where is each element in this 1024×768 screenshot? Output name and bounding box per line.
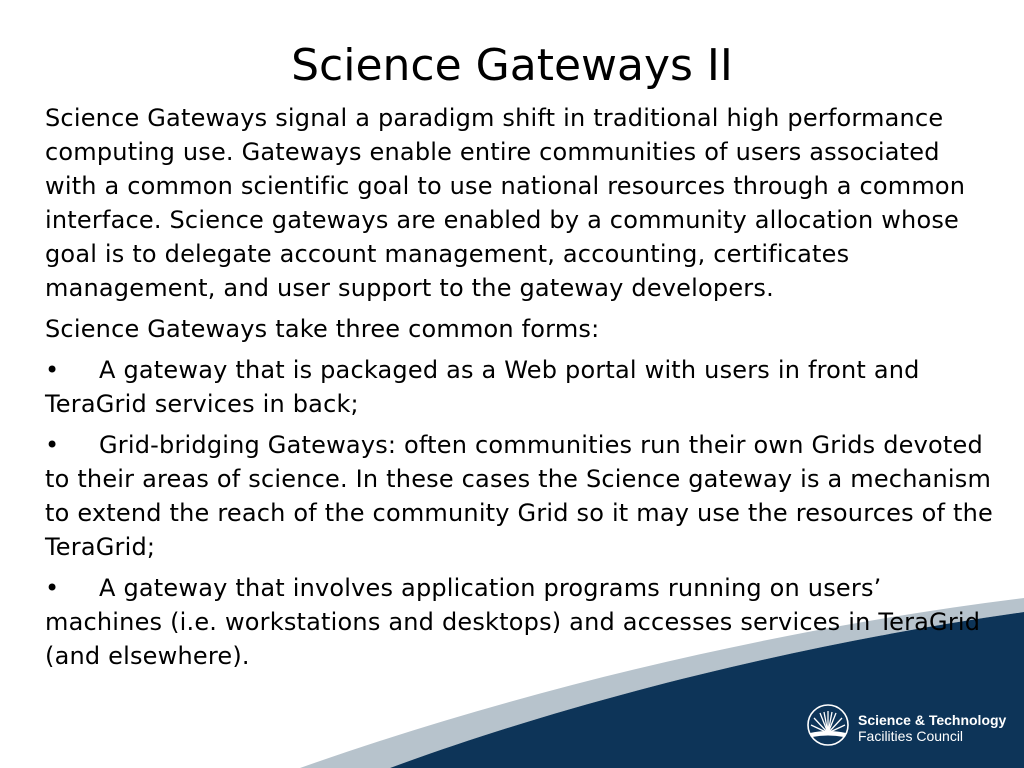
intro-paragraph: Science Gateways signal a paradigm shift in traditional high performance computing use. Gateways enable entire communities of users associated with a common scientific goal to use national resources through a common interface. Science gateways are enabled by a community allocation whose goal is to delegate account management, accounting, certificates management, and user support to the gateway developers. — [45, 104, 966, 302]
logo-text — [858, 712, 1006, 744]
slide-title: Science Gateways II — [291, 40, 733, 91]
slide-body — [45, 101, 995, 680]
stfc-logo — [806, 703, 1016, 747]
bullet-item — [45, 353, 995, 421]
bullet-item — [45, 571, 995, 673]
bullet-marker: • — [45, 356, 60, 384]
logo-line-2: Facilities Council — [858, 728, 964, 744]
stfc-sunburst-icon — [806, 703, 850, 747]
bullet-text: Grid-bridging Gateways: often communities run their own Grids devoted to their areas of science. In these cases the Science gateway is a mechanism to extend the reach of the community Grid so it may use the resources of the TeraGrid; — [45, 431, 993, 561]
bullet-item — [45, 428, 995, 564]
bullet-text: A gateway that is packaged as a Web portal with users in front and TeraGrid services in back; — [45, 356, 920, 418]
bullet-marker: • — [45, 574, 60, 602]
logo-line-1: Science & Technology — [858, 712, 1007, 728]
bullet-marker: • — [45, 431, 60, 459]
forms-intro: Science Gateways take three common forms: — [45, 315, 600, 343]
bullet-text: A gateway that involves application programs running on users’ machines (i.e. workstations and desktops) and accesses services in TeraGrid (and elsewhere). — [45, 574, 981, 670]
